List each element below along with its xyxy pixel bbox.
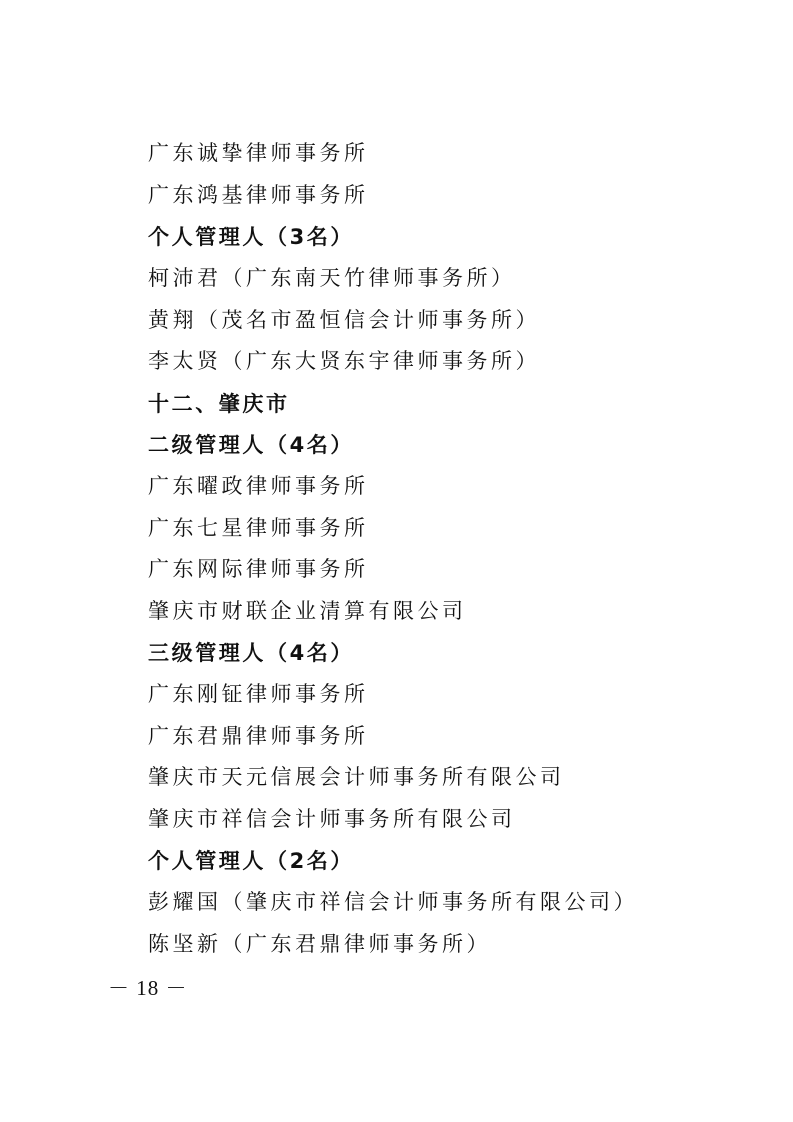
firm-entry: 肇庆市祥信会计师事务所有限公司	[148, 807, 516, 831]
firm-entry: 广东网际律师事务所	[148, 557, 369, 581]
firm-entry: 广东七星律师事务所	[148, 516, 369, 540]
firm-entry: 广东诚挚律师事务所	[148, 141, 369, 165]
individual-entry: 陈坚新（广东君鼎律师事务所）	[148, 932, 491, 956]
individual-entry: 黄翔（茂名市盈恒信会计师事务所）	[148, 308, 540, 332]
page-number: － 18 －	[108, 976, 188, 1000]
firm-entry: 肇庆市财联企业清算有限公司	[148, 599, 467, 623]
individual-entry: 李太贤（广东大贤东宇律师事务所）	[148, 349, 540, 373]
individual-entry: 柯沛君（广东南天竹律师事务所）	[148, 266, 516, 290]
section-heading-individual-administrators: 个人管理人（2名）	[148, 849, 355, 873]
firm-entry: 广东刚钲律师事务所	[148, 682, 369, 706]
individual-entry: 彭耀国（肇庆市祥信会计师事务所有限公司）	[148, 890, 638, 914]
firm-entry: 广东曜政律师事务所	[148, 474, 369, 498]
section-heading-level-2-administrators: 二级管理人（4名）	[148, 433, 355, 457]
section-heading-level-3-administrators: 三级管理人（4名）	[148, 641, 355, 665]
section-heading-individual-administrators: 个人管理人（3名）	[148, 225, 355, 249]
firm-entry: 肇庆市天元信展会计师事务所有限公司	[148, 765, 565, 789]
city-heading-zhaoqing: 十二、肇庆市	[148, 392, 290, 416]
firm-entry: 广东鸿基律师事务所	[148, 183, 369, 207]
firm-entry: 广东君鼎律师事务所	[148, 724, 369, 748]
